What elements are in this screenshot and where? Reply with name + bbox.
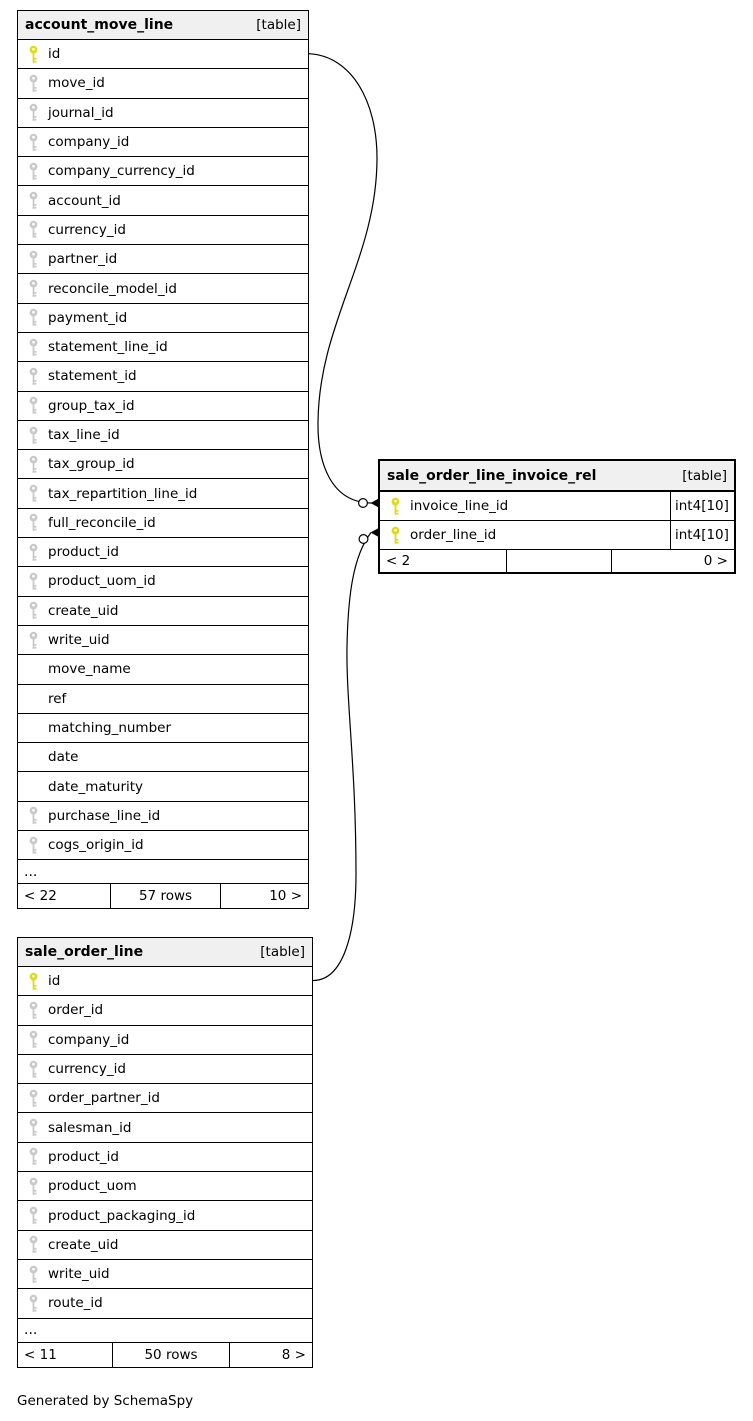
foreign-key-slot: [28, 543, 40, 562]
column-row: [18, 392, 308, 421]
column-name: currency_id: [48, 221, 126, 238]
foreign-key-slot: [28, 162, 40, 181]
column-name: id: [48, 46, 61, 63]
column-name: create_uid: [48, 602, 119, 619]
foreign-key-icon: [28, 1118, 39, 1137]
column-name: full_reconcile_id: [48, 514, 156, 531]
column-row: [18, 538, 308, 567]
column-row: [18, 1055, 312, 1084]
foreign-key-slot: [28, 1001, 40, 1020]
column-name: invoice_line_id: [410, 498, 509, 514]
pager-row-count: [507, 550, 612, 572]
foreign-key-slot: [28, 426, 40, 445]
column-row: [18, 1201, 312, 1230]
column-row: [18, 996, 312, 1025]
column-name: date: [48, 749, 79, 766]
foreign-key-icon: [28, 513, 39, 532]
column-row: [380, 492, 734, 521]
foreign-key-slot: [28, 455, 40, 474]
foreign-key-icon: [28, 806, 39, 825]
table-name[interactable]: account_move_line: [25, 17, 174, 33]
column-row: [18, 274, 308, 303]
pager-row-count: 57 rows: [111, 884, 221, 908]
column-row: [18, 479, 308, 508]
table-badge: [table]: [256, 17, 301, 33]
column-name: id: [48, 973, 61, 990]
column-row: [18, 304, 308, 333]
column-name: statement_line_id: [48, 339, 168, 356]
table-name[interactable]: sale_order_line_invoice_rel: [387, 467, 597, 484]
primary-key-slot: [28, 45, 40, 64]
foreign-key-slot: [28, 1147, 40, 1166]
foreign-key-icon: [28, 133, 39, 152]
column-name: order_line_id: [410, 527, 497, 543]
table-header: [18, 938, 312, 967]
column-row: [18, 362, 308, 391]
foreign-key-slot: [28, 133, 40, 152]
column-type: int4[10]: [670, 492, 734, 520]
pager-next-columns: 10 >: [269, 888, 302, 905]
generator-note: Generated by SchemaSpy: [17, 1393, 194, 1409]
table-badge: [table]: [682, 467, 727, 484]
column-row: [380, 521, 734, 550]
foreign-key-icon: [28, 74, 39, 93]
table-name[interactable]: sale_order_line: [25, 944, 144, 960]
column-row: [18, 509, 308, 538]
column-row: [18, 802, 308, 831]
column-name: company_id: [48, 134, 130, 151]
table-sale-order-line-invoice-rel: [378, 459, 736, 574]
column-type: int4[10]: [670, 521, 734, 549]
column-name: move_id: [48, 75, 105, 92]
primary-key-slot: [28, 972, 40, 991]
column-row: [18, 626, 308, 655]
foreign-key-icon: [28, 455, 39, 474]
column-row: [18, 685, 308, 714]
foreign-key-icon: [28, 836, 39, 855]
column-row: [18, 1084, 312, 1113]
column-name: order_id: [48, 1002, 104, 1019]
column-name: payment_id: [48, 309, 128, 326]
column-row: [18, 1143, 312, 1172]
foreign-key-slot: [28, 367, 40, 386]
pager-row: [18, 884, 308, 908]
pager-row: [380, 550, 734, 572]
column-row: [18, 69, 308, 98]
column-row: [18, 567, 308, 596]
column-name: company_currency_id: [48, 163, 195, 180]
foreign-key-icon: [28, 250, 39, 269]
pager-next-columns: 8 >: [281, 1346, 306, 1363]
column-name: matching_number: [48, 719, 172, 736]
foreign-key-icon: [28, 1001, 39, 1020]
column-name: write_uid: [48, 632, 110, 649]
column-name: ref: [48, 690, 67, 707]
foreign-key-icon: [28, 162, 39, 181]
column-name: product_id: [48, 1148, 119, 1165]
foreign-key-icon: [28, 1265, 39, 1284]
fk-line-invoice-line-id: [309, 54, 377, 503]
foreign-key-slot: [28, 1030, 40, 1049]
column-name: product_uom_id: [48, 573, 156, 590]
foreign-key-slot: [28, 1089, 40, 1108]
table-badge: [table]: [260, 944, 305, 960]
pager-prev-columns: < 11: [18, 1343, 113, 1367]
ellipsis-row: ...: [18, 1319, 312, 1343]
foreign-key-icon: [28, 631, 39, 650]
column-row: [18, 772, 308, 801]
foreign-key-icon: [28, 1030, 39, 1049]
foreign-key-icon: [28, 220, 39, 239]
foreign-key-slot: [28, 191, 40, 210]
foreign-key-slot: [28, 484, 40, 503]
foreign-key-slot: [28, 250, 40, 269]
foreign-key-slot: [28, 1118, 40, 1137]
column-name: move_name: [48, 661, 131, 678]
primary-key-icon: [390, 497, 401, 516]
column-name: reconcile_model_id: [48, 280, 177, 297]
column-row: [18, 128, 308, 157]
column-name: date_maturity: [48, 778, 144, 795]
primary-key-icon: [28, 972, 39, 991]
column-row: [18, 1026, 312, 1055]
primary-key-slot: [390, 526, 402, 545]
pager-next-columns: 0 >: [703, 553, 728, 569]
foreign-key-icon: [28, 1089, 39, 1108]
cardinality-circle-invoice-line-id: [359, 499, 368, 508]
column-name: salesman_id: [48, 1119, 132, 1136]
column-name: partner_id: [48, 251, 118, 268]
column-row: [18, 99, 308, 128]
column-name: product_id: [48, 544, 119, 561]
column-row: [18, 333, 308, 362]
column-row: [18, 743, 308, 772]
column-row: [18, 597, 308, 626]
foreign-key-slot: [28, 836, 40, 855]
primary-key-icon: [28, 45, 39, 64]
cardinality-circle-order-line-id: [359, 535, 368, 544]
foreign-key-icon: [28, 103, 39, 122]
foreign-key-slot: [28, 1177, 40, 1196]
primary-key-slot: [390, 497, 402, 516]
foreign-key-icon: [28, 484, 39, 503]
foreign-key-slot: [28, 1294, 40, 1313]
foreign-key-slot: [28, 338, 40, 357]
column-name: purchase_line_id: [48, 807, 161, 824]
primary-key-icon: [390, 526, 401, 545]
column-name: tax_line_id: [48, 427, 120, 443]
table-account-move-line: [17, 10, 309, 909]
column-row: [18, 245, 308, 274]
foreign-key-slot: [28, 220, 40, 239]
column-name: tax_repartition_line_id: [48, 485, 198, 502]
column-name: write_uid: [48, 1266, 110, 1283]
foreign-key-slot: [28, 279, 40, 298]
foreign-key-slot: [28, 396, 40, 415]
foreign-key-icon: [28, 1206, 39, 1225]
table-header: [380, 461, 734, 492]
foreign-key-slot: [28, 74, 40, 93]
foreign-key-icon: [28, 1294, 39, 1313]
pager-prev-columns: < 2: [380, 550, 507, 572]
foreign-key-icon: [28, 543, 39, 562]
foreign-key-icon: [28, 396, 39, 415]
column-name: create_uid: [48, 1236, 119, 1253]
foreign-key-icon: [28, 308, 39, 327]
column-name: statement_id: [48, 368, 137, 385]
foreign-key-slot: [28, 1060, 40, 1079]
foreign-key-icon: [28, 338, 39, 357]
column-row: [18, 1113, 312, 1142]
column-row: [18, 714, 308, 743]
column-name: currency_id: [48, 1061, 126, 1078]
foreign-key-icon: [28, 191, 39, 210]
column-row: [18, 40, 308, 69]
foreign-key-icon: [28, 367, 39, 386]
column-name: tax_group_id: [48, 456, 135, 473]
column-name: order_partner_id: [48, 1090, 160, 1107]
foreign-key-icon: [28, 1235, 39, 1254]
foreign-key-slot: [28, 103, 40, 122]
column-row: [18, 1260, 312, 1289]
foreign-key-slot: [28, 1235, 40, 1254]
foreign-key-icon: [28, 426, 39, 445]
column-row: [18, 216, 308, 245]
column-name: group_tax_id: [48, 397, 135, 414]
foreign-key-slot: [28, 513, 40, 532]
foreign-key-slot: [28, 308, 40, 327]
column-row: [18, 967, 312, 996]
column-name: route_id: [48, 1295, 103, 1312]
pager-row: [18, 1343, 312, 1367]
column-name: company_id: [48, 1031, 130, 1048]
foreign-key-slot: [28, 806, 40, 825]
ellipsis-row: ...: [18, 860, 308, 884]
column-row: [18, 1231, 312, 1260]
foreign-key-icon: [28, 572, 39, 591]
foreign-key-slot: [28, 572, 40, 591]
foreign-key-icon: [28, 279, 39, 298]
foreign-key-icon: [28, 601, 39, 620]
column-name: product_packaging_id: [48, 1207, 196, 1224]
column-row: [18, 450, 308, 479]
column-row: [18, 421, 308, 450]
table-sale-order-line: [17, 937, 313, 1368]
column-name: journal_id: [48, 104, 114, 121]
table-header: [18, 11, 308, 40]
column-row: [18, 1289, 312, 1318]
column-row: [18, 655, 308, 684]
foreign-key-slot: [28, 1206, 40, 1225]
foreign-key-slot: [28, 601, 40, 620]
column-row: [18, 186, 308, 215]
fk-line-order-line-id: [313, 533, 371, 981]
foreign-key-slot: [28, 631, 40, 650]
foreign-key-slot: [28, 1265, 40, 1284]
foreign-key-icon: [28, 1060, 39, 1079]
column-row: [18, 157, 308, 186]
pager-prev-columns: < 22: [18, 884, 111, 908]
column-row: [18, 831, 308, 860]
column-name: cogs_origin_id: [48, 837, 144, 854]
column-name: product_uom: [48, 1178, 137, 1195]
column-name: account_id: [48, 192, 121, 209]
foreign-key-icon: [28, 1177, 39, 1196]
pager-row-count: 50 rows: [113, 1343, 230, 1367]
foreign-key-icon: [28, 1147, 39, 1166]
column-row: [18, 1172, 312, 1201]
